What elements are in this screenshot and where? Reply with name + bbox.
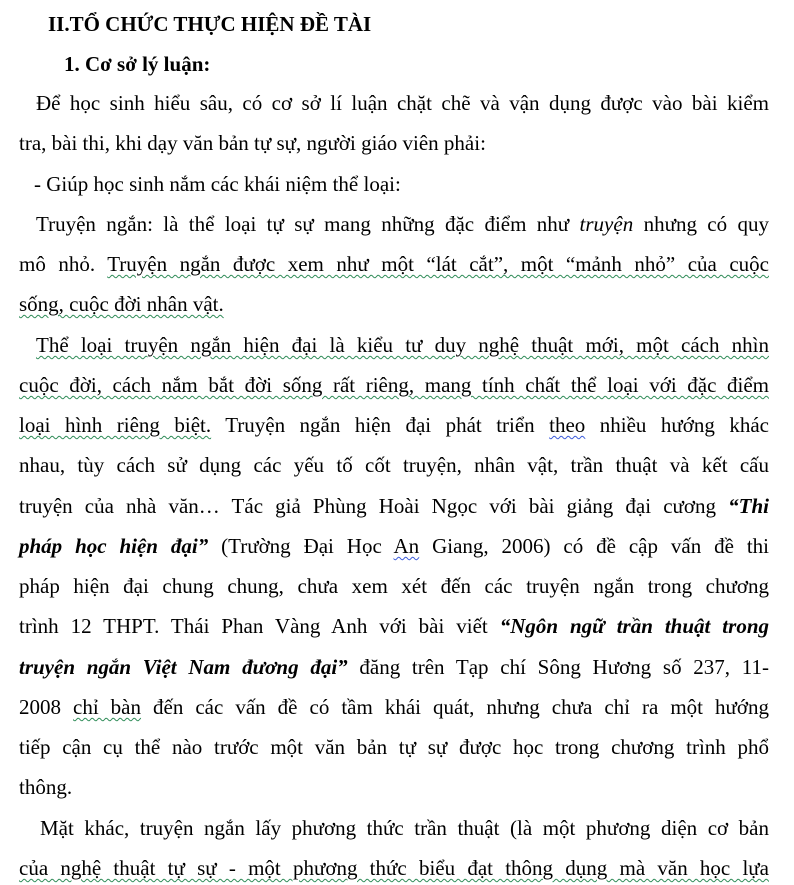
paragraph-2-line-2: mô nhỏ. Truyện ngắn được xem như một “lát cắt”, một “mảnh nhỏ” của cuộc — [19, 252, 769, 276]
spelling-underline: An — [393, 534, 420, 558]
paragraph-3-line-7: pháp hiện đại chung chung, chưa xem xét đến các truyện ngắn trong chương — [19, 574, 769, 598]
grammar-underline: loại hình riêng biệt. — [19, 413, 212, 437]
paragraph-4-line-1: Mặt khác, truyện ngắn lấy phương thức trần thuật (là một phương diện cơ bản — [40, 816, 769, 840]
work-title: “Ngôn ngữ trần thuật trong — [499, 614, 769, 638]
paragraph-3-line-12: thông. — [19, 775, 73, 799]
paragraph-1-line-1: Để học sinh hiểu sâu, có cơ sở lí luận chặt chẽ và vận dụng được vào bài kiểm — [36, 91, 769, 115]
paragraph-3-line-4: nhau, tùy cách sử dụng các yếu tố cốt truyện, nhân vật, trần thuật và kết cấu — [19, 453, 769, 477]
paragraph-3-line-6: pháp học hiện đại” (Trường Đại Học An Giang, 2006) có đề cập vấn đề thi — [19, 534, 769, 558]
work-title: “Thi — [728, 494, 769, 518]
paragraph-3-line-1: Thể loại truyện ngắn hiện đại là kiểu tư duy nghệ thuật mới, một cách nhìn — [36, 333, 769, 357]
subsection-heading: 1. Cơ sở lý luận: — [64, 52, 211, 76]
paragraph-3-line-5: truyện của nhà văn… Tác giả Phùng Hoài Ngọc với bài giảng đại cương “Thi — [19, 494, 769, 518]
paragraph-3-line-11: tiếp cận cụ thể nào trước một văn bản tự sự được học trong chương trình phổ — [19, 735, 769, 759]
paragraph-3-line-8: trình 12 THPT. Thái Phan Vàng Anh với bài viết “Ngôn ngữ trần thuật trong — [19, 614, 769, 638]
italic-term: truyện — [579, 212, 634, 236]
paragraph-2-line-3 — [19, 292, 769, 316]
paragraph-1-line-2: tra, bài thi, khi dạy văn bản tự sự, người giáo viên phải: — [19, 131, 486, 155]
paragraph-3-line-9: truyện ngắn Việt Nam đương đại” đăng trên Tạp chí Sông Hương số 237, 11- — [19, 655, 769, 679]
grammar-underline: sống, cuộc đời nhân vật. — [19, 292, 224, 316]
paragraph-3-line-10: 2008 chỉ bàn đến các vấn đề có tầm khái quát, nhưng chưa chỉ ra một hướng — [19, 695, 770, 719]
work-title: pháp học hiện đại” — [19, 534, 209, 558]
spelling-underline: theo — [549, 413, 586, 437]
bullet-item: - Giúp học sinh nắm các khái niệm thể loại: — [34, 172, 401, 196]
work-title: truyện ngắn Việt Nam đương đại” — [19, 655, 348, 679]
section-heading: II.TỔ CHỨC THỰC HIỆN ĐỀ TÀI — [48, 12, 372, 36]
grammar-underline: Truyện ngắn được xem như một “lát cắt”, một “mảnh nhỏ” của cuộc — [107, 252, 769, 276]
grammar-underline: chỉ bàn — [73, 695, 142, 719]
paragraph-3-line-2: cuộc đời, cách nắm bắt đời sống rất riêng, mang tính chất thể loại với đặc điểm — [19, 373, 769, 397]
paragraph-3-line-3: loại hình riêng biệt. Truyện ngắn hiện đại phát triển theo nhiều hướng khác — [19, 413, 769, 437]
paragraph-2-line-1: Truyện ngắn: là thể loại tự sự mang những đặc điểm như truyện nhưng có quy — [36, 212, 769, 236]
paragraph-4-line-2: của nghệ thuật tự sự - một phương thức biểu đạt thông dụng mà văn học lựa — [19, 856, 769, 880]
